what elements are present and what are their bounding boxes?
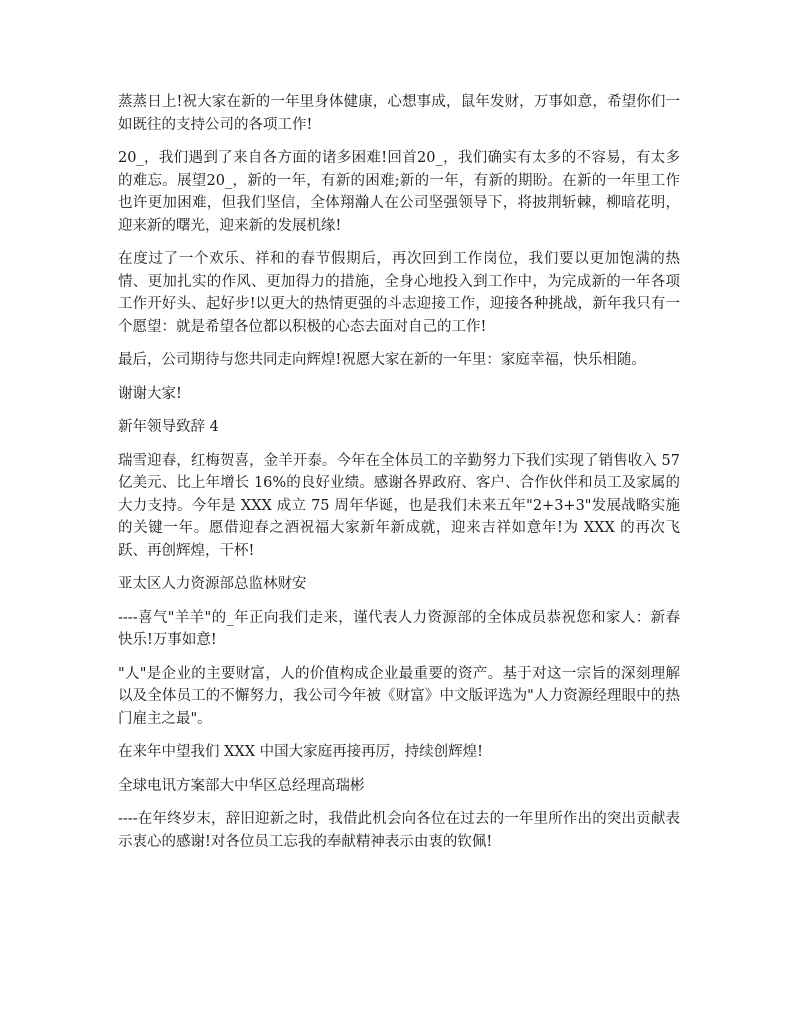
paragraph-keep-going: 在来年中望我们 XXX 中国大家庭再接再厉，持续创辉煌! — [118, 744, 484, 760]
paragraph-people-wealth: "人"是企业的主要财富，人的价值构成企业最重要的资产。基于对这一宗旨的深刻理解以及全体员工的不懈努力，我公司今年被《财富》中文版评选为"人力资源经理眼中的热门雇主之最"。 — [118, 665, 680, 727]
paragraph-closing-wishes: 最后，公司期待与您共同走向辉煌!祝愿大家在新的一年里：家庭幸福，快乐相随。 — [118, 352, 646, 368]
speaker-title-hr-director: 亚太区人力资源部总监林财安 — [118, 576, 307, 592]
paragraph-new-year-wishes: 蒸蒸日上!祝大家在新的一年里身体健康，心想事成，鼠年发财，万事如意，希望你们一如既往的支持公司的各项工作! — [118, 94, 680, 133]
section-heading: 新年领导致辞 4 — [118, 419, 219, 435]
paragraph-sales-results: 瑞雪迎春，红梅贺喜，金羊开泰。今年在全体员工的辛勤努力下我们实现了销售收入 57 亿美元、比上年增长 16%的良好业绩。感谢各界政府、客户、合作伙伴和员工及家属的大力支持。今年是 XXX 成立 75 周年华诞，也是我们未来五年"2+3+3"发展战略实施的关键一年。愿借迎春之酒祝福大家新年新成就，迎来吉祥如意年!为 XXX 的再次飞跃、再创辉煌，干杯! — [118, 452, 685, 559]
paragraph-gm-thanks: ----在年终岁末，辞旧迎新之时，我借此机会向各位在过去的一年里所作出的突出贡献表示衷心的感谢!对各位员工忘我的奉献精神表示由衷的钦佩! — [118, 811, 680, 850]
paragraph-thanks: 谢谢大家! — [118, 385, 182, 402]
document-body — [118, 91, 685, 864]
paragraph-difficulties: 20_，我们遇到了来自各方面的诸多困难!回首20_，我们确实有太多的不容易，有太多的难忘。展望20_，新的一年，有新的困难;新的一年，有新的期盼。在新的一年里工作也许更加困难，但我们坚信，全体翔瀚人在公司坚强领导下，将披荆斩棘，柳暗花明，迎来新的曙光，迎来新的发展机缘! — [118, 150, 680, 234]
paragraph-back-to-work: 在度过了一个欢乐、祥和的春节假期后，再次回到工作岗位，我们要以更加饱满的热情、更加扎实的作风、更加得力的措施，全身心地投入到工作中，为完成新的一年各项工作开好头、起好步!以更大的热情更强的斗志迎接工作，迎接各种挑战，新年我只有一个愿望：就是希望各位都以积极的心态去面对自己的工作! — [118, 251, 680, 335]
paragraph-hr-greeting: ----喜气"羊羊"的_年正向我们走来，谨代表人力资源部的全体成员恭祝您和家人：新春快乐!万事如意! — [118, 609, 680, 648]
speaker-title-general-manager: 全球电讯方案部大中华区总经理高瑞彬 — [118, 777, 365, 794]
